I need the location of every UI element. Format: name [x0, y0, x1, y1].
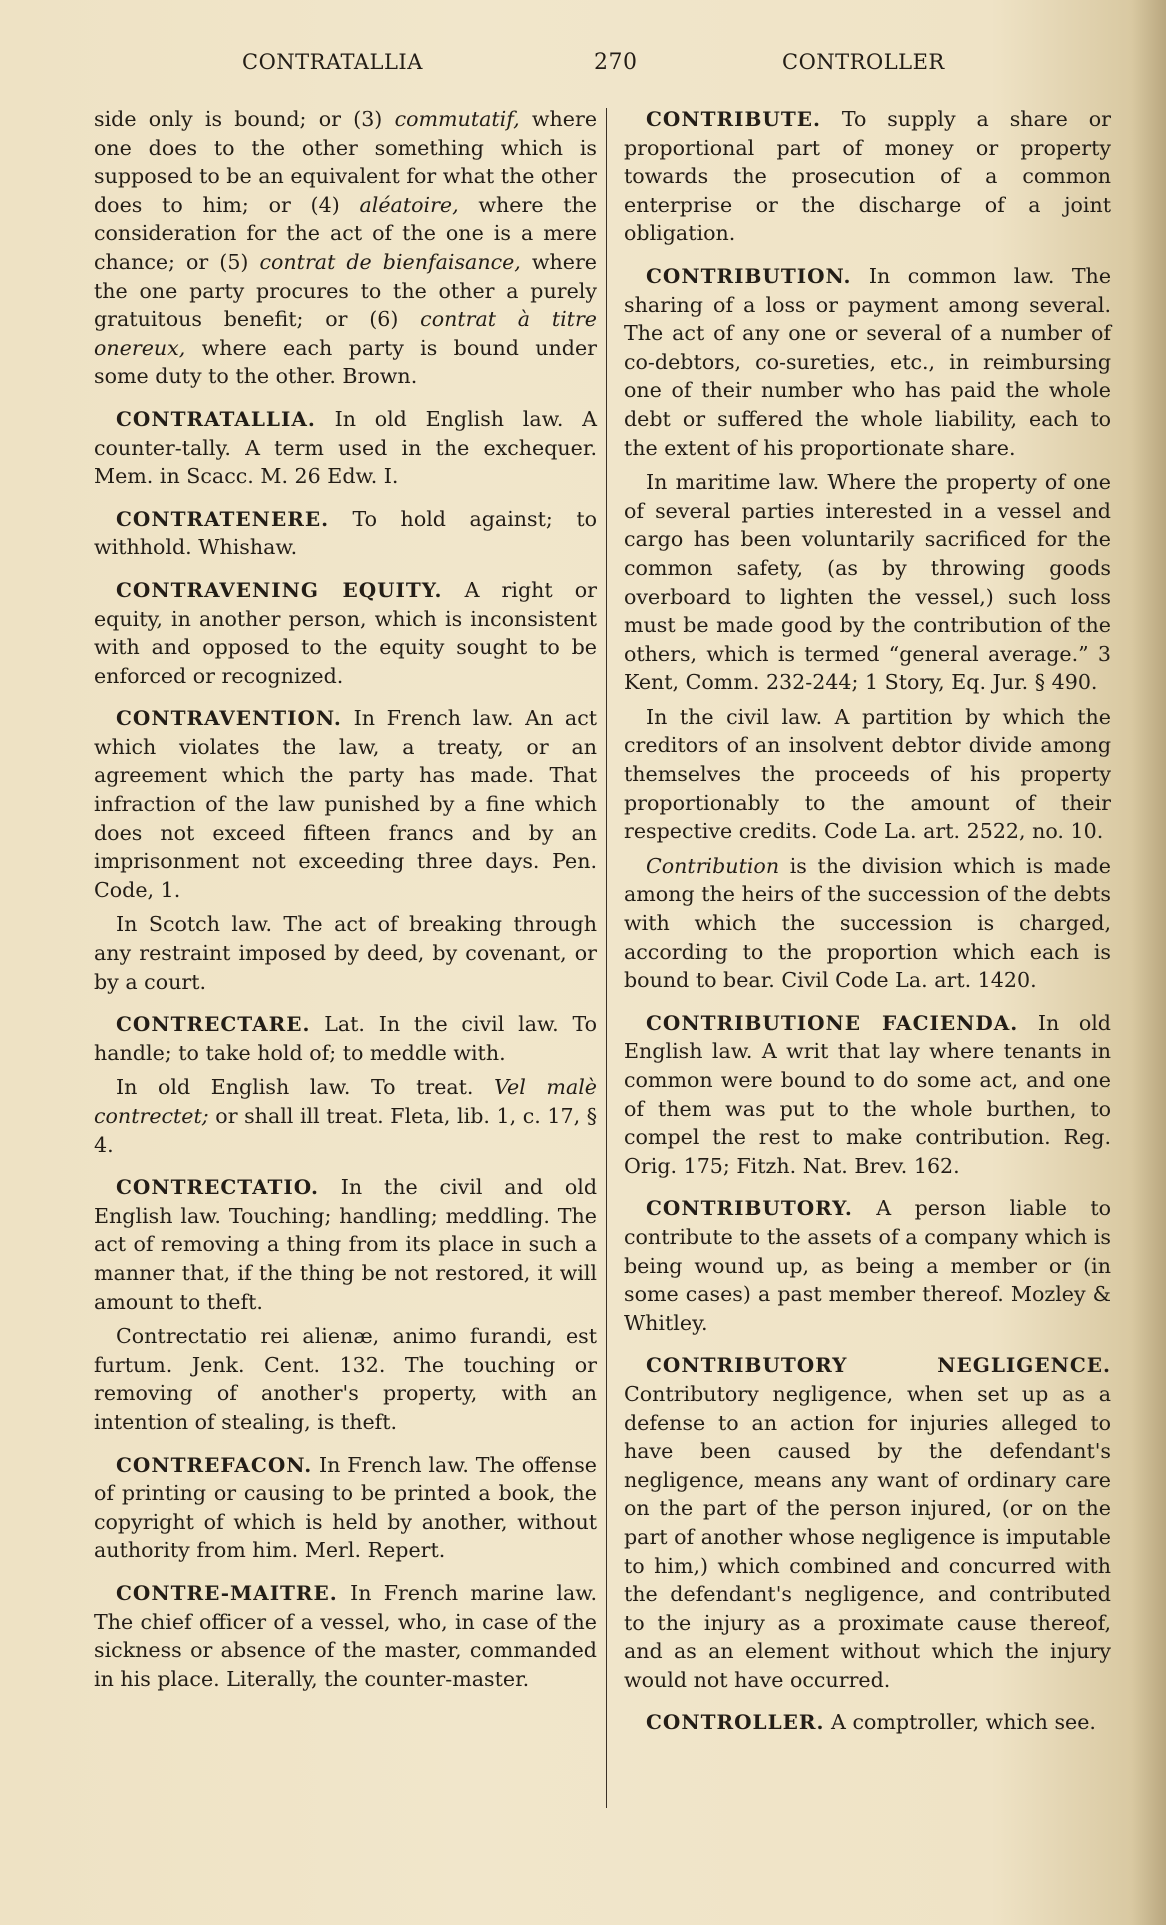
- italic-text: commutatif,: [394, 107, 520, 131]
- entry-paragraph: [94, 1073, 597, 1159]
- text-run: or shall ill treat. Fleta, lib. 1, c. 17, § 4.: [94, 1104, 597, 1157]
- entry-headword: CONTROLLER.: [646, 1710, 825, 1735]
- entry-headword: CONTRAVENTION.: [116, 706, 342, 731]
- page-number: 270: [594, 50, 638, 75]
- entry-paragraph: [94, 576, 597, 690]
- text-run: In common law. The sharing of a loss or payment among several. The act of any one or several of a number of co-debtors, co-sureties, etc., in reimbursing one of their number who has paid the whole debt or suffered the whole liability, each to the extent of his proportionate share.: [624, 263, 1112, 460]
- entry-paragraph: [94, 910, 597, 996]
- entry-paragraph: [94, 1579, 597, 1693]
- entry-headword: CONTRAVENING EQUITY.: [116, 577, 443, 602]
- text-run: In French marine law. The chief officer of a vessel, who, in case of the sickness or absence of the master, commanded in his place. Literally, the counter-master.: [94, 1580, 597, 1691]
- text-run: where each party is bound under some duty to the other. Brown.: [94, 335, 597, 389]
- entry-paragraph: [624, 1351, 1111, 1694]
- entry-headword: CONTRIBUTIONE FACIENDA.: [646, 1010, 1019, 1035]
- entry-paragraph: [94, 105, 597, 391]
- dictionary-entry: [624, 1708, 1111, 1737]
- entry-paragraph: [624, 1194, 1111, 1337]
- text-run: where the one party procures to the other a purely gratuitous benefit; or (6): [94, 249, 597, 332]
- dictionary-entry: [94, 704, 597, 996]
- entry-headword: CONTRECTATIO.: [116, 1175, 319, 1200]
- entry-headword: CONTREFACON.: [116, 1452, 313, 1477]
- text-run: In old English law. A writ that lay where tenants in common were bound to do some act, and one of them was put to the whole burthen, to compel the rest to make contribution. Reg. Orig. 175; Fitzh. Nat. Brev. 162.: [624, 1010, 1111, 1178]
- entry-headword: CONTRATALLIA.: [116, 406, 316, 431]
- entry-headword: CONTRIBUTORY.: [646, 1196, 853, 1221]
- entry-paragraph: [94, 405, 597, 491]
- entry-paragraph: [624, 262, 1111, 462]
- text-run: where one does to the other something which is supposed to be an equivalent for what the other does to him; or (4): [94, 107, 598, 217]
- text-run: In the civil and old English law. Touching; handling; meddling. The act of removing a thing from its place in such a manner that, if the thing be not restored, it will amount to theft.: [94, 1175, 597, 1314]
- left-column: [94, 105, 597, 1707]
- column-divider: [606, 108, 607, 1808]
- entry-paragraph: [624, 468, 1111, 697]
- italic-text: Vel malè contrectet;: [94, 1075, 597, 1128]
- dictionary-entry: [94, 576, 597, 690]
- entry-paragraph: [94, 1173, 597, 1316]
- text-run: Contributory negligence, when set up as a defense to an action for injuries alleged to have been caused by the defendant's negligence, means any want of ordinary care on the part of the person injured, (or on the part of another whose negligence is imputable to him,) which combined and concurred with the defendant's negligence, and contributed to the injury as a proximate cause thereof, and as an element without which the injury would not have occurred.: [624, 1381, 1111, 1692]
- text-run: side only is bound; or (3): [94, 107, 395, 131]
- entry-headword: CONTRATENERE.: [116, 506, 330, 531]
- entry-headword: CONTRIBUTION.: [646, 263, 852, 288]
- entry-paragraph: [94, 1451, 597, 1565]
- text-run: In French law. An act which violates the law, a treaty, or an agreement which the party has made. That infraction of the law punished by a fine which does not exceed fifteen francs and by an imprisonment not exceeding three days. Pen. Code, 1.: [94, 706, 598, 902]
- text-run: In old English law. To treat.: [116, 1075, 495, 1100]
- entry-paragraph: [94, 704, 597, 904]
- dictionary-entry: [94, 1173, 597, 1436]
- entry-paragraph: [624, 703, 1111, 846]
- text-run: A person liable to contribute to the assets of a company which is being wound up, as being a member or (in some cases) a past member thereof. Mozley & Whitley.: [624, 1196, 1111, 1335]
- dictionary-entry: [624, 1009, 1111, 1181]
- page-header: [92, 50, 1012, 86]
- dictionary-entry: [624, 262, 1111, 995]
- entry-headword: CONTRE-MAITRE.: [116, 1580, 338, 1605]
- entry-paragraph: [624, 1708, 1111, 1737]
- text-run: Lat. In the civil law. To handle; to take hold of; to meddle with.: [94, 1012, 598, 1065]
- italic-text: aléatoire,: [359, 192, 459, 217]
- italic-text: contrat à titre onereux,: [94, 307, 597, 360]
- text-run: where the consideration for the act of the one is a mere chance; or (5): [94, 192, 597, 274]
- italic-text: contrat de bienfaisance,: [259, 249, 521, 274]
- continued-entry: [94, 105, 597, 391]
- text-run: To hold against; to withhold. Whishaw.: [94, 506, 598, 560]
- entry-headword: CONTRIBUTE.: [646, 107, 821, 131]
- dictionary-entry: [94, 1451, 597, 1565]
- dictionary-entry: [624, 105, 1111, 248]
- dictionary-entry: [94, 1010, 597, 1159]
- entry-paragraph: [94, 1322, 597, 1436]
- entry-paragraph: [624, 852, 1111, 995]
- dictionary-entry: [624, 1194, 1111, 1337]
- running-head-right: CONTROLLER: [782, 50, 945, 74]
- text-run: In maritime law. Where the property of one of several parties interested in a vessel and cargo has been voluntarily sacrificed for the common safety, (as by throwing goods overboard to lighten the vessel,) such loss must be made good by the contribution of the others, which is termed “general average.” 3 Kent, Comm. 232-244; 1 Story, Eq. Jur. § 490.: [624, 470, 1111, 695]
- text-run: A comptroller, which see.: [831, 1710, 1096, 1735]
- text-run: is the division which is made among the heirs of the succession of the debts with which the succession is charged, according to the proportion which each is bound to bear. Civil Code La. art. 1420.: [624, 853, 1111, 993]
- text-run: To supply a share or proportional part of money or property towards the prosecution of a common enterprise or the discharge of a joint obligation.: [624, 107, 1111, 246]
- text-run: In old English law. A counter-tally. A term used in the exchequer. Mem. in Scacc. M. 26 Edw. I.: [94, 406, 597, 489]
- text-run: Contrectatio rei alienæ, animo furandi, est furtum. Jenk. Cent. 132. The touching or removing of another's property, with an intention of stealing, is theft.: [94, 1324, 597, 1434]
- dictionary-entry: [94, 505, 597, 562]
- italic-text: Contribution: [646, 853, 780, 878]
- entry-headword: CONTRIBUTORY NEGLIGENCE.: [646, 1353, 1111, 1378]
- entry-paragraph: [624, 105, 1111, 248]
- entry-paragraph: [94, 1010, 597, 1067]
- right-column: [624, 105, 1111, 1751]
- entry-paragraph: [624, 1009, 1111, 1181]
- dictionary-entry: [94, 1579, 597, 1693]
- entry-paragraph: [94, 505, 597, 562]
- dictionary-entry: [94, 405, 597, 491]
- text-run: In the civil law. A partition by which the creditors of an insolvent debtor divide among themselves the proceeds of his property proportionably to the amount of their respective credits. Code La. art. 2522, no. 10.: [624, 704, 1111, 844]
- running-head-left: CONTRATALLIA: [242, 50, 423, 74]
- text-run: A right or equity, in another person, which is inconsistent with and opposed to the equity sought to be enforced or recognized.: [94, 577, 598, 688]
- dictionary-entry: [624, 1351, 1111, 1694]
- text-run: In French law. The offense of printing or causing to be printed a book, the copyright of which is held by another, without authority from him. Merl. Repert.: [94, 1452, 597, 1563]
- entry-headword: CONTRECTARE.: [116, 1012, 311, 1037]
- text-run: In Scotch law. The act of breaking through any restraint imposed by deed, by covenant, or by a court.: [94, 912, 597, 994]
